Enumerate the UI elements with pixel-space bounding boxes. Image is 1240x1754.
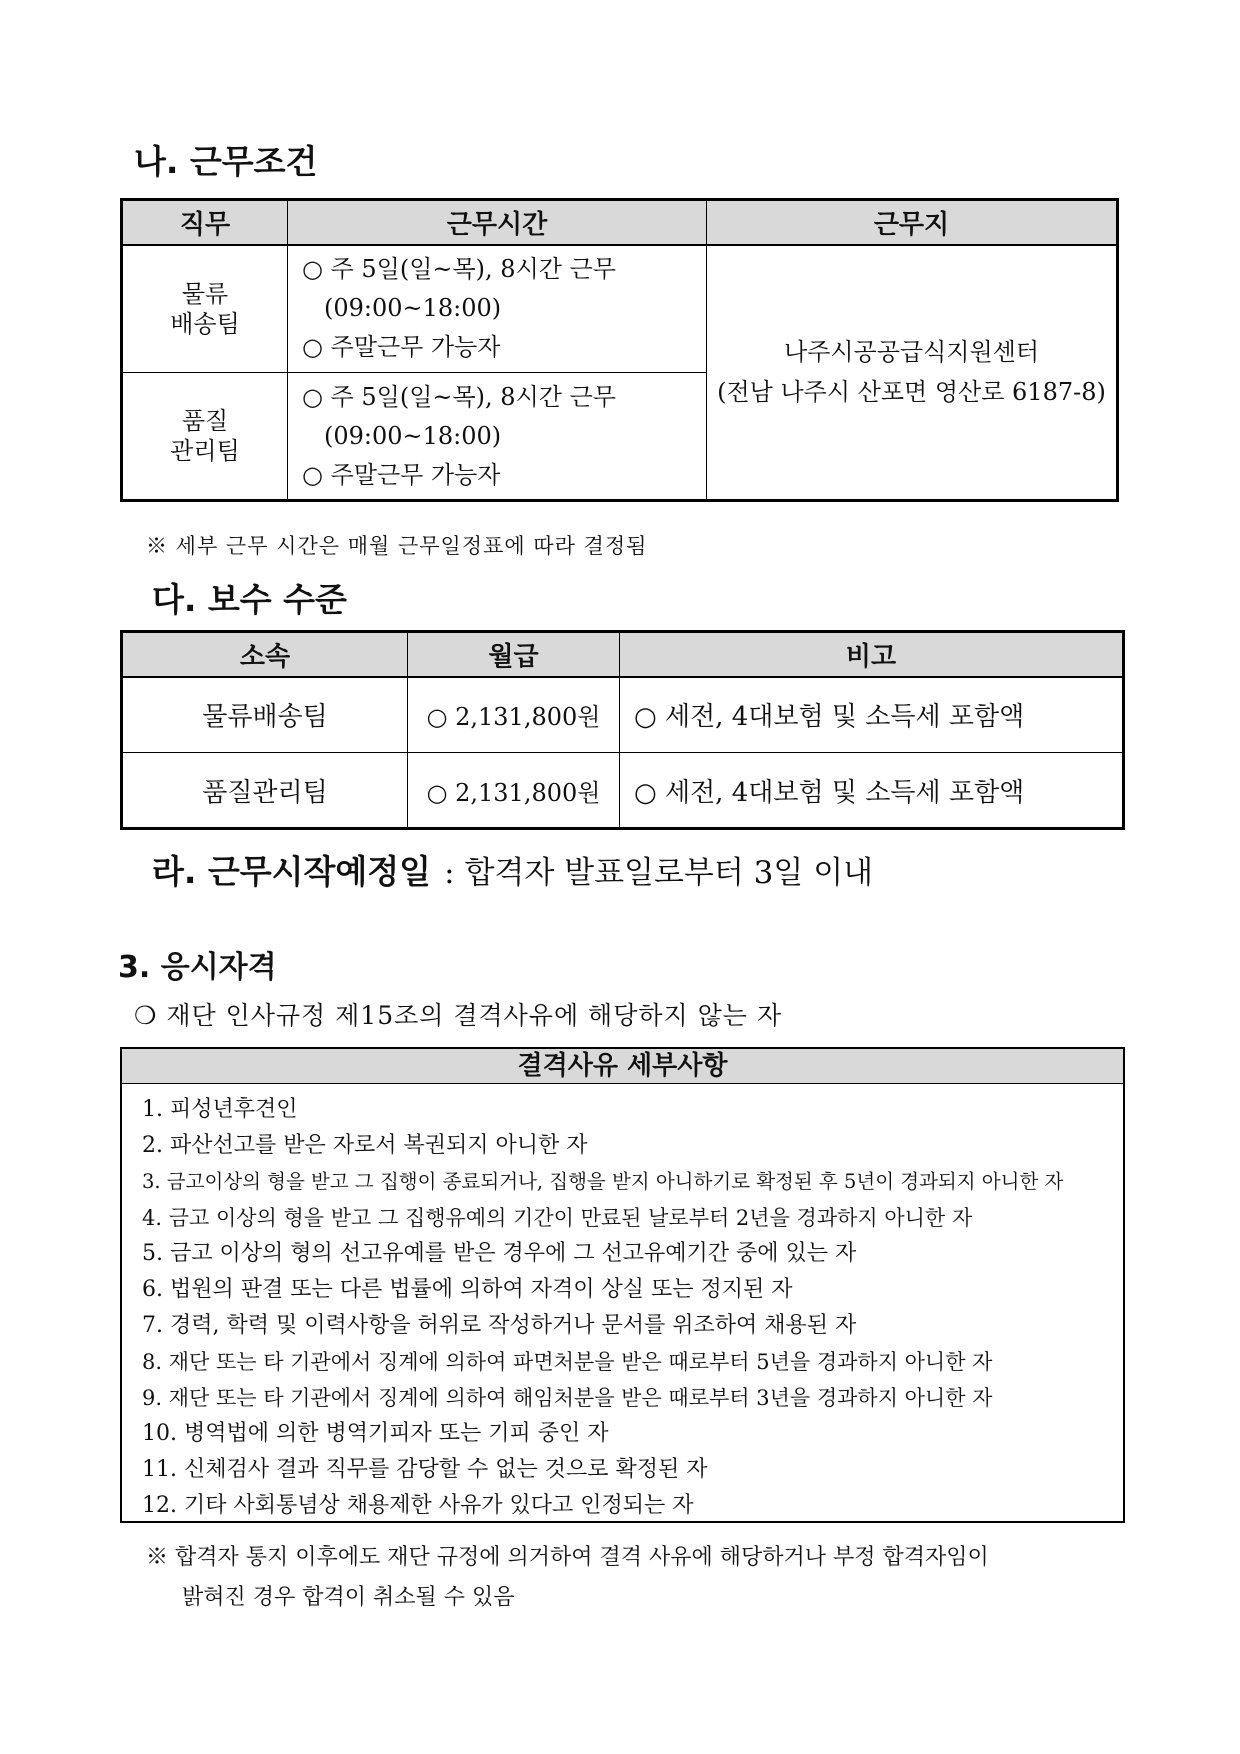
- table-row: [122, 753, 1124, 829]
- list-item: 9. 재단 또는 타 기관에서 징계에 의하여 해임처분을 받은 때로부터 3년을 경과하지 아니한 자: [142, 1386, 993, 1410]
- salary-cell: ○ 2,131,800원: [408, 753, 620, 829]
- list-item: 4. 금고 이상의 형을 받고 그 집행유예의 기간이 만료된 날로부터 2년을 경과하지 아니한 자: [142, 1206, 973, 1230]
- eligibility-bullet: ❍ 재단 인사규정 제15조의 결격사유에 해당하지 않는 자: [134, 1001, 783, 1030]
- list-item: 7. 경력, 학력 및 이력사항을 허위로 작성하거나 문서를 위조하여 채용된 자: [142, 1313, 857, 1338]
- hours-line: ○ 주말근무 가능자: [302, 460, 501, 489]
- start-date-text: : 합격자 발표일로부터 3일 이내: [444, 855, 874, 891]
- section-title-eligibility: 3. 응시자격: [118, 950, 277, 985]
- list-item: 12. 기타 사회통념상 채용제한 사유가 있다고 인정되는 자: [142, 1493, 694, 1518]
- header-salary: 월급: [408, 632, 620, 677]
- start-date-line: [152, 846, 873, 893]
- section-title-work-conditions: 나. 근무조건: [134, 142, 318, 181]
- section-title-start-date: 라. 근무시작예정일: [152, 852, 432, 891]
- table-row: [122, 677, 1124, 753]
- hours-line: ○ 주 5일(일~목), 8시간 근무: [302, 382, 616, 411]
- table-row: [122, 245, 1118, 373]
- eligibility-note-line1: ※ 합격자 통지 이후에도 재단 규정에 의거하여 결격 사유에 해당하거나 부정 합격자임이: [146, 1545, 989, 1570]
- list-item: 6. 법원의 판결 또는 다른 법률에 의하여 자격이 상실 또는 정지된 자: [142, 1277, 793, 1302]
- disqualification-box-title: 결격사유 세부사항: [122, 1049, 1123, 1084]
- remark-cell: ○ 세전, 4대보험 및 소득세 포함액: [620, 753, 1124, 829]
- salary-table: [120, 630, 1125, 830]
- hours-cell: [288, 373, 707, 501]
- list-item: 2. 파산선고를 받은 자로서 복권되지 아니한 자: [142, 1133, 588, 1158]
- remark-cell: ○ 세전, 4대보험 및 소득세 포함액: [620, 677, 1124, 753]
- list-item: 11. 신체검사 결과 직무를 감당할 수 없는 것으로 확정된 자: [142, 1457, 708, 1482]
- list-item: 5. 금고 이상의 형의 선고유예를 받은 경우에 그 선고유예기간 중에 있는 자: [142, 1241, 857, 1266]
- location-name: 나주시공공급식지원센터: [783, 338, 1040, 367]
- salary-cell: ○ 2,131,800원: [408, 677, 620, 753]
- header-job: 직무: [122, 200, 288, 245]
- list-item: 8. 재단 또는 타 기관에서 징계에 의하여 파면처분을 받은 때로부터 5년을 경과하지 아니한 자: [142, 1350, 993, 1374]
- hours-cell: [288, 245, 707, 373]
- job-cell: 품질 관리팀: [122, 373, 288, 501]
- hours-line: ○ 주말근무 가능자: [302, 333, 501, 362]
- work-hours-note: ※ 세부 근무 시간은 매월 근무일정표에 따라 결정됨: [146, 534, 648, 558]
- header-location: 근무지: [707, 200, 1118, 245]
- header-remark: 비고: [620, 632, 1124, 677]
- location-cell: [707, 245, 1118, 501]
- header-team: 소속: [122, 632, 408, 677]
- location-address: (전남 나주시 산포면 영산로 6187-8): [717, 378, 1106, 407]
- hours-line: ○ 주 5일(일~목), 8시간 근무: [302, 255, 616, 284]
- list-item: 1. 피성년후견인: [142, 1097, 298, 1122]
- team-cell: 물류배송팀: [122, 677, 408, 753]
- work-conditions-table: [120, 198, 1119, 502]
- header-hours: 근무시간: [288, 200, 707, 245]
- hours-line: (09:00~18:00): [324, 421, 502, 450]
- job-cell: 물류 배송팀: [122, 245, 288, 373]
- list-item: 10. 병역법에 의한 병역기피자 또는 기피 중인 자: [142, 1421, 609, 1446]
- section-title-salary: 다. 보수 수준: [152, 580, 347, 619]
- disqualification-list: [122, 1084, 1123, 1524]
- eligibility-note-line2: 밝혀진 경우 합격이 취소될 수 있음: [182, 1585, 515, 1610]
- list-item: 3. 금고이상의 형을 받고 그 집행이 종료되거나, 집행을 받지 아니하기로 확정된 후 5년이 경과되지 아니한 자: [142, 1170, 1064, 1193]
- team-cell: 품질관리팀: [122, 753, 408, 829]
- disqualification-box: [120, 1047, 1125, 1523]
- eligibility-note: [146, 1538, 989, 1618]
- hours-line: (09:00~18:00): [324, 294, 502, 323]
